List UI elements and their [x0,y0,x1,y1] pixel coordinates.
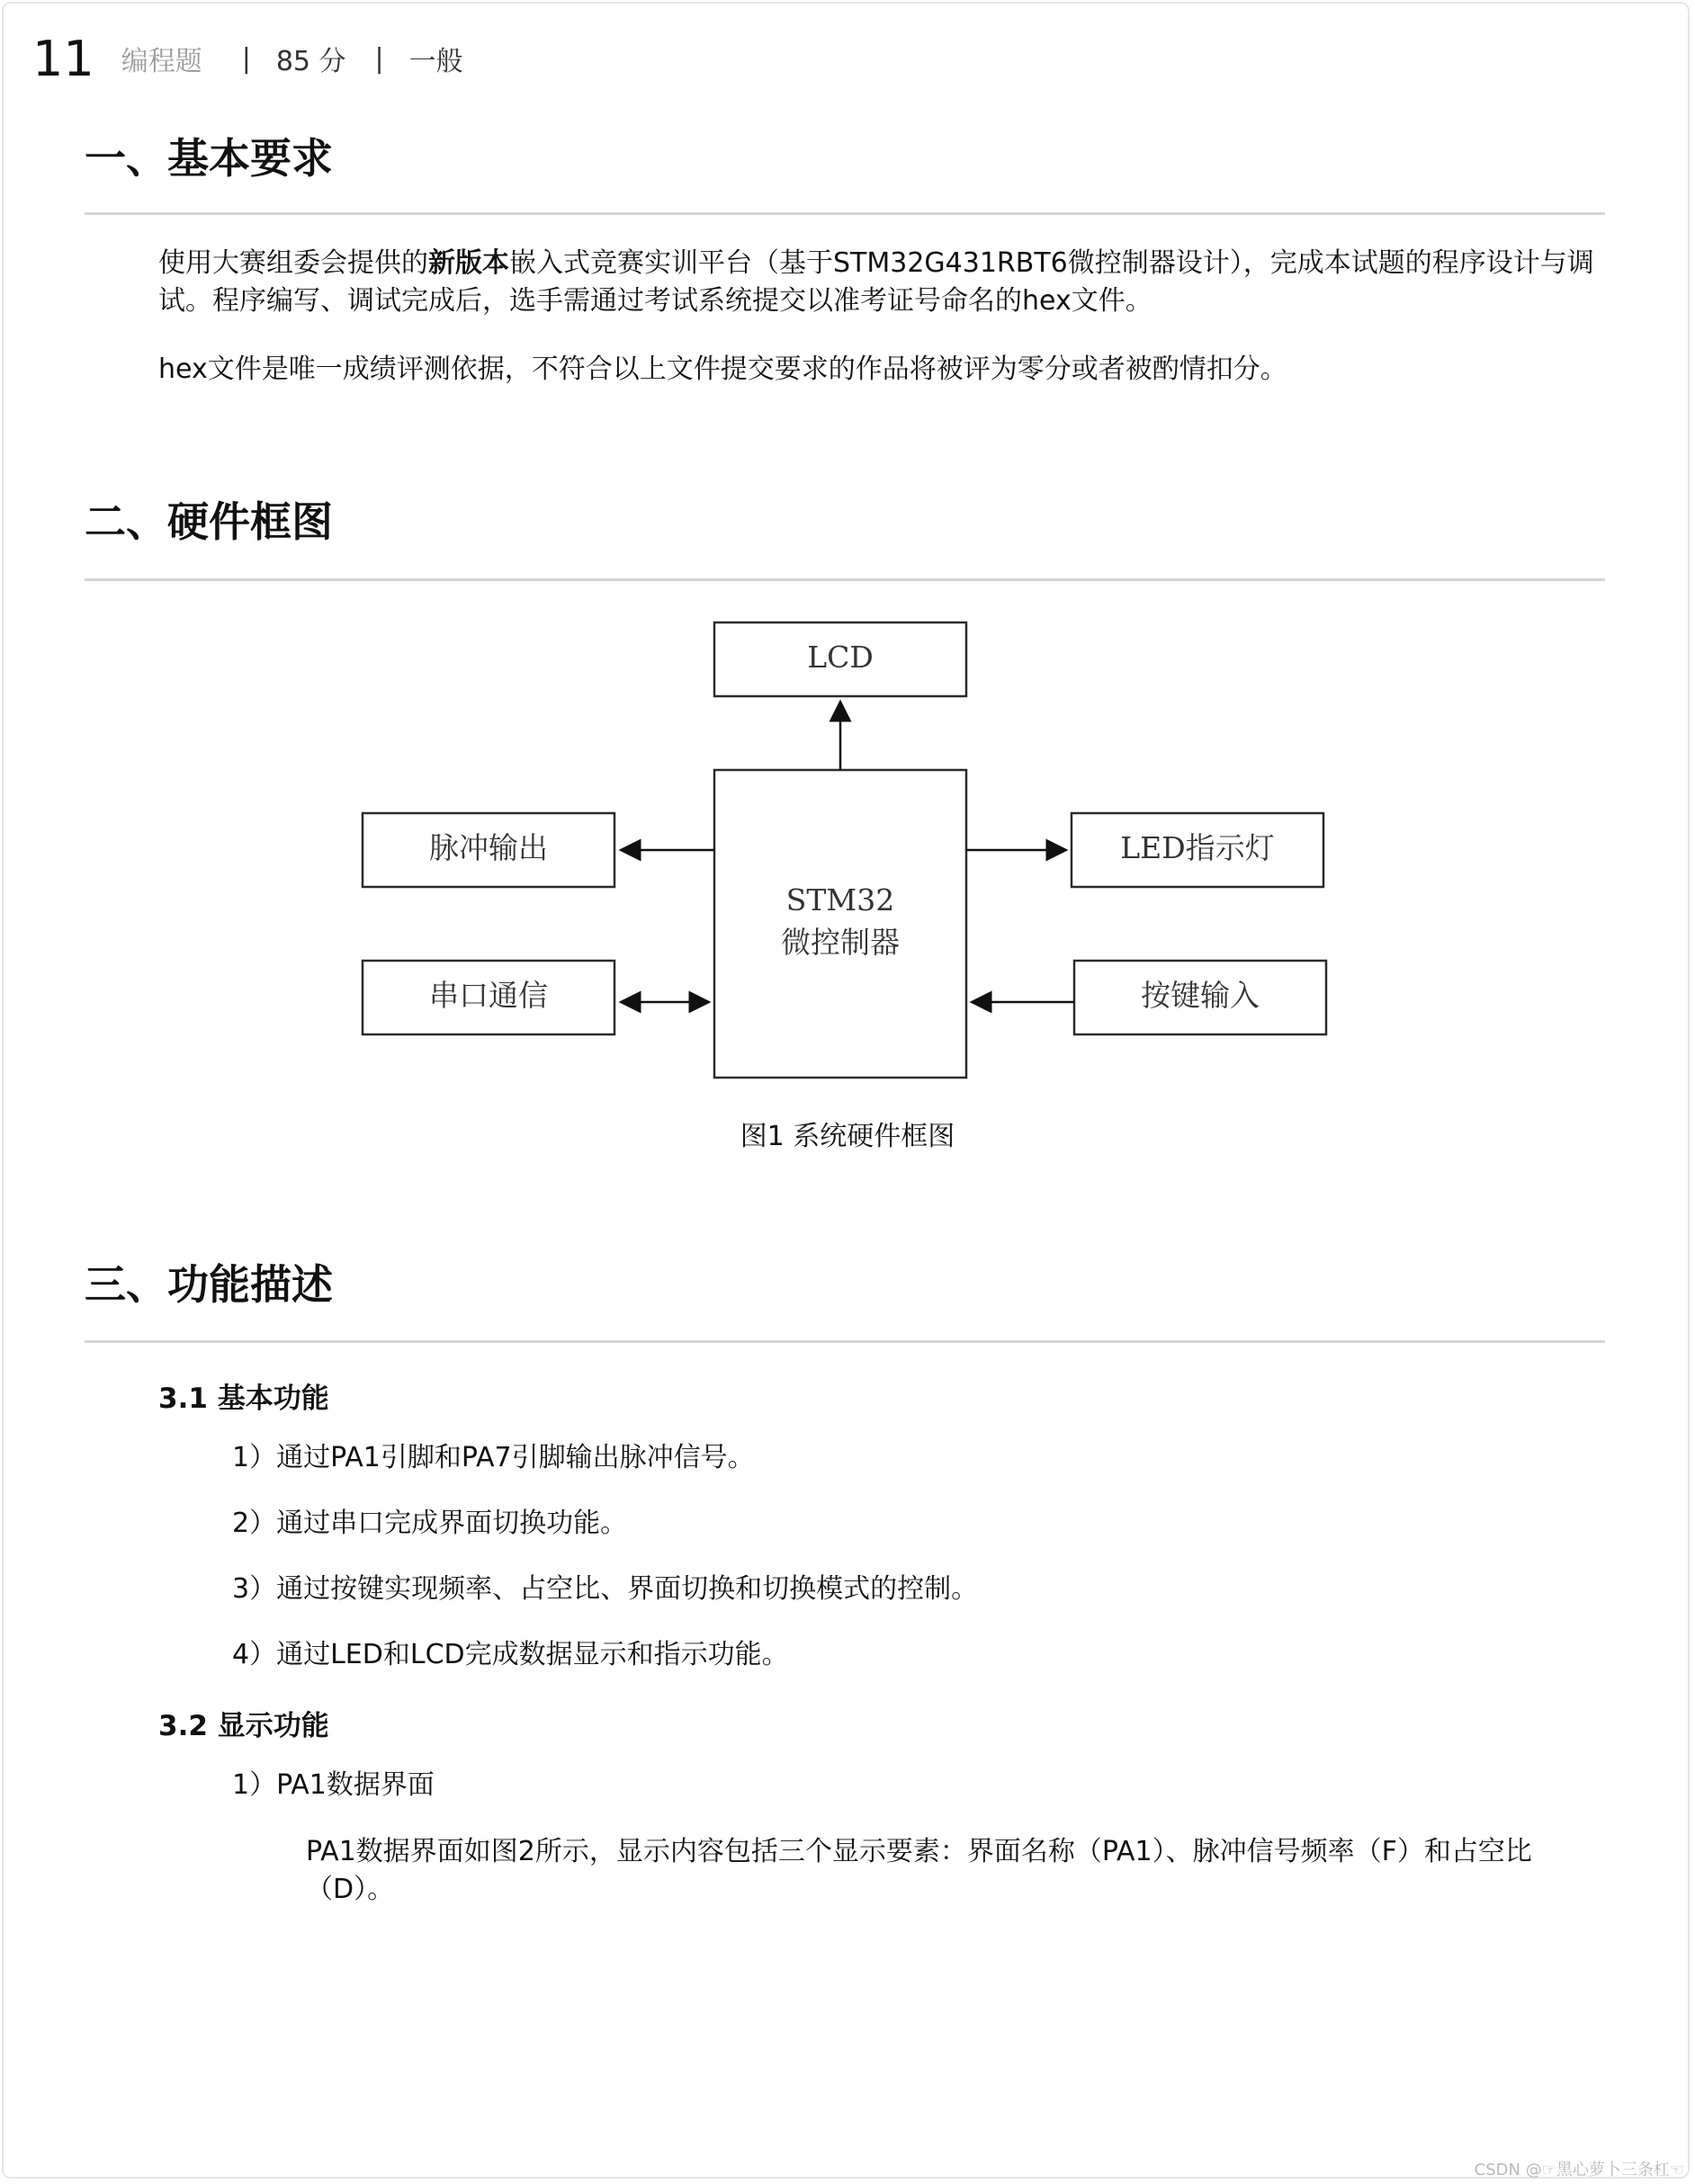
list-item: 4）通过LED和LCD完成数据显示和指示功能。 [232,1639,789,1670]
mcu-label-line1: STM32 [785,882,895,917]
question-difficulty: 一般 [408,46,463,77]
mcu-box [714,770,966,1078]
pulse-output-label: 脉冲输出 [429,830,548,865]
question-number: 11 [32,30,94,87]
section-title-requirements: 一、基本要求 [85,134,333,183]
requirements-paragraph-2: hex文件是唯一成绩评测依据，不符合以上文件提交要求的作品将被评为零分或者被酌情扣分。 [158,354,1287,385]
led-label: LED指示灯 [1120,830,1275,865]
section-divider [85,1340,1605,1343]
list-item: 1）PA1数据界面 [232,1769,435,1801]
display-description: PA1数据界面如图2所示，显示内容包括三个显示要素：界面名称（PA1）、脉冲信号频率（F）和占空比（D）。 [306,1836,1532,1905]
list-item: 1）通过PA1引脚和PA7引脚输出脉冲信号。 [232,1442,755,1473]
list-item: 3）通过按键实现频率、占空比、界面切换和切换模式的控制。 [232,1573,979,1605]
subsection-title-display: 3.2 显示功能 [158,1710,329,1742]
lcd-label: LCD [807,640,874,675]
header-separator: | [241,42,251,75]
para-text: 嵌入式竞赛实训平台（基于STM32G431RBT6微控制器设计），完成本试题的程序设计与调试。程序编写、调试完成后，选手需通过考试系统提交以准考证号命名的hex文件。 [158,247,1594,317]
para-bold-text: 新版本 [428,247,509,279]
question-score: 85 分 [275,46,346,77]
list-item: 2）通过串口完成界面切换功能。 [232,1508,628,1539]
section-title-functions: 三、功能描述 [85,1260,333,1309]
header-separator: | [374,42,384,75]
section-title-hardware: 二、硬件框图 [85,497,333,546]
subsection-title-basic: 3.1 基本功能 [158,1383,329,1415]
para-text: 使用大赛组委会提供的 [158,247,428,279]
mcu-label-line2: 微控制器 [781,925,900,960]
uart-label: 串口通信 [429,978,548,1013]
question-type: 编程题 [121,46,202,77]
watermark: CSDN @☞黑心萝卜三条杠☜ [1474,2161,1684,2180]
figure-caption: 图1 系统硬件框图 [740,1121,955,1152]
key-input-label: 按键输入 [1141,978,1260,1013]
